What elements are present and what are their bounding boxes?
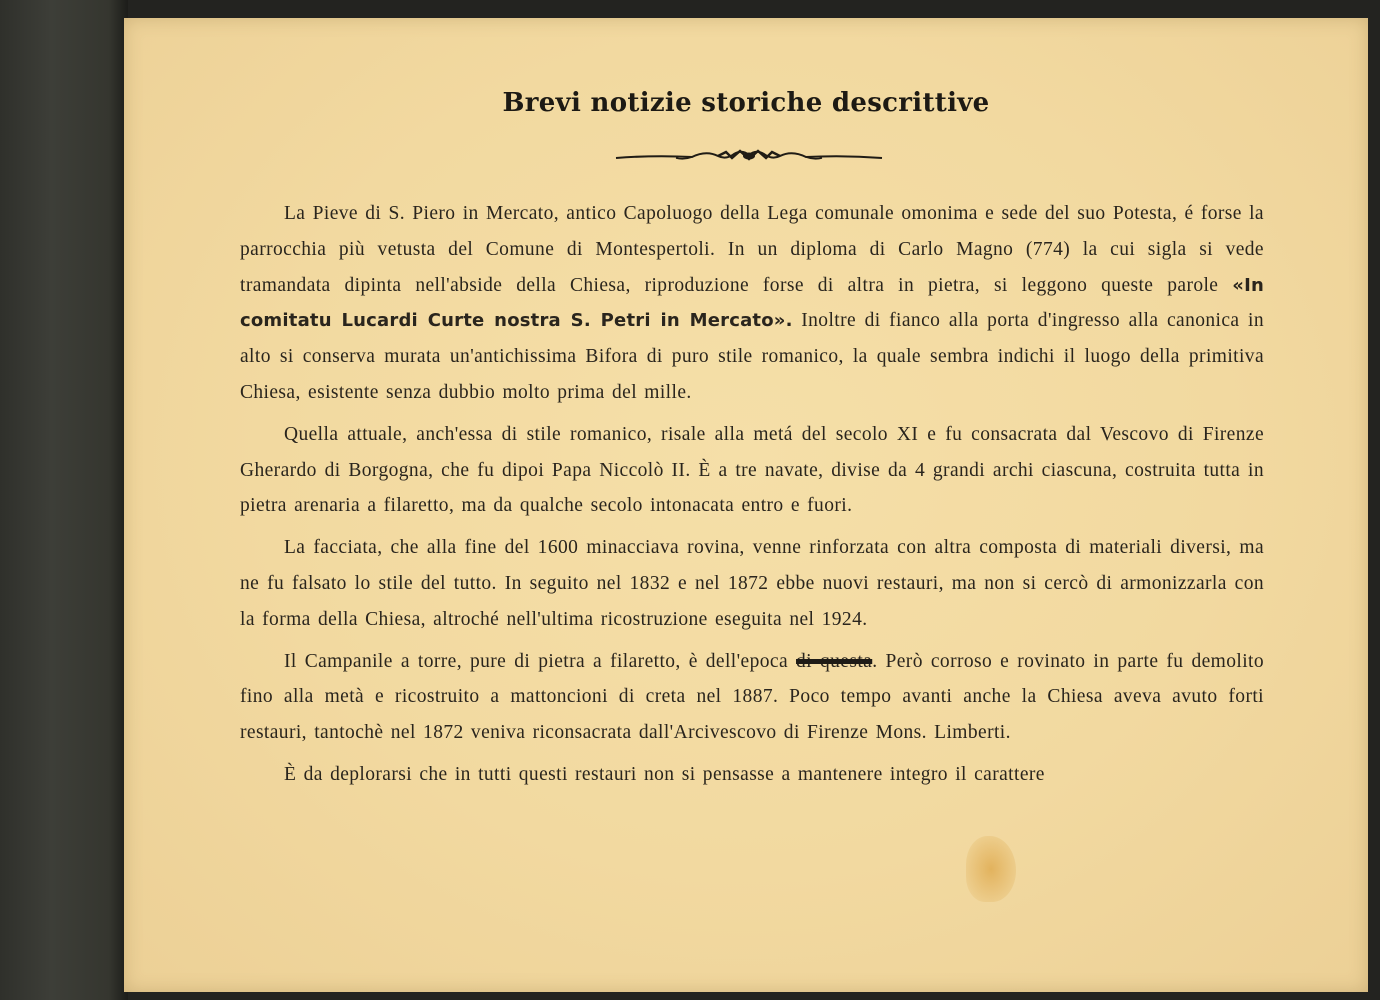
book-binding — [0, 0, 128, 1000]
paragraph-3: La facciata, che alla fine del 1600 minacciava rovina, venne rinforzata con altra composta di materiali diversi, ma ne fu falsato lo stile del tutto. In seguito nel 1832 e nel 1872 ebbe nuovi restauri, ma non si cercò di armonizzarla con la forma della Chiesa, altroché nell'ultima ricostruzione eseguita nel 1924. — [240, 537, 1264, 630]
ink-stain — [966, 836, 1016, 902]
paragraph-4 — [240, 644, 1264, 751]
paragraph-4-start: Il Campanile a torre, pure di pietra a filaretto, è dell'epoca — [284, 650, 788, 672]
page-title: Brevi notizie storiche descrittive — [502, 88, 990, 118]
paragraph-4-continuation: . Però corroso e rovinato in parte fu demolito fino alla metà e ricostruito a mattoncioni di creta nel 1887. Poco tempo avanti anche la Chiesa aveva avuto forti restauri, tantochè nel 1872 veniva riconsacrata dall'Arcivescovo di Firenze Mons. Limberti. — [240, 650, 1264, 744]
book-page — [124, 18, 1368, 992]
paragraph-1 — [240, 196, 1264, 411]
paragraph-1-intro: La Pieve di S. Piero in Mercato, antico Capoluogo della Lega comunale omonima e sede del suo Potesta, é forse la parrocchia più vetusta del Comune di Montespertoli. In un diploma di Carlo Magno (774) la cui sigla si vede tramandata dipinta nell'abside della Chiesa, riproduzione forse di altra in pietra, si leggono queste parole — [240, 203, 1264, 296]
paragraph-5: È da deplorarsi che in tutti questi restauri non si pensasse a mantenere integro il carattere — [284, 763, 1045, 785]
decorative-flourish-icon — [614, 146, 884, 168]
struck-through-text: di questa — [796, 650, 873, 672]
paragraph-1-continuation: Inoltre di fianco alla porta d'ingresso alla canonica in alto si conserva murata un'antichissima Bifora di puro stile romanico, la quale sembra indichi il luogo della primitiva Chiesa, esistente senza dubbio molto prima del mille. — [240, 310, 1264, 403]
body-text — [240, 196, 1264, 799]
paragraph-2: Quella attuale, anch'essa di stile romanico, risale alla metá del secolo XI e fu consacrata dal Vescovo di Firenze Gherardo di Borgogna, che fu dipoi Papa Niccolò II. È a tre navate, divise da 4 grandi archi ciascuna, costruita tutta in pietra arenaria a filaretto, ma da qualche secolo intonacata entro e fuori. — [240, 423, 1264, 517]
latin-quote: «In comitatu Lucardi Curte nostra S. Petri in Mercato». — [240, 274, 1265, 332]
